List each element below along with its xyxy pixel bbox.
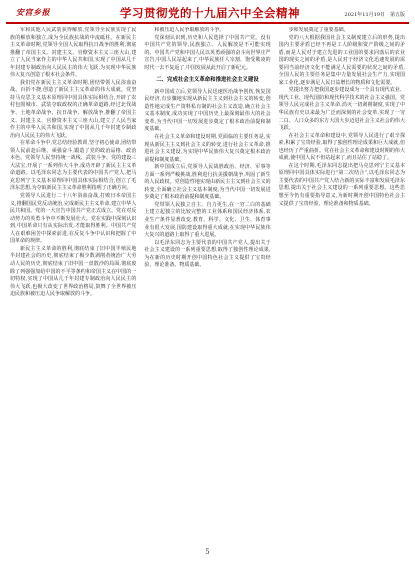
paragraph: 党带领人民独立自主、自力更生,在一穷二白的基础上建立起独立的比较完整的工业体系和国民经济体系,农业生产条件显著改变,教育、科学、文化、卫生、体育事业有很大发展,国防建设取得重大成就,在实现中华民族伟大复兴的道路上取得了重大进展。 bbox=[144, 201, 271, 239]
page-number: 5 bbox=[205, 548, 210, 556]
paper-name: 安宫乡报 bbox=[16, 7, 50, 17]
paragraph: 新中国成立后,党领导人民战胜政治、经济、军事等方面一系列严峻挑战,胜利进行抗美援朝战争,巩固了新生的人民政权。党创造性地实现由新民主主义到社会主义的转变,全面确立社会主义基本制度,为当代中国一切发展进步奠定了根本政治前提和制度基础。 bbox=[144, 164, 271, 201]
paragraph: 在社会主义革命和建设中,党领导人民进行了艰辛探索,积累了宝贵经验,取得了独创性理论成果和巨大成就,但也经历了严重曲折。党在社会主义革命和建设时期的伟大成就,使中国人民不但站起来了,而且站住了站稳了。 bbox=[278, 132, 405, 162]
paragraph: 党领导人民进行二十八年浴血奋战,打败日本帝国主义,推翻国民党反动统治,完成新民主主义革命,建立中华人民共和国。党的一大宣告中国共产党正式成立。党在对反动势力的英勇斗争中不断发展壮大。党在实践中深刻认识到,中国革命只有从实际出发,才能取得胜利。中国共产党人在艰难困苦中探索前进,在反复斗争中认识和把握了中国革命的规律。 bbox=[10, 193, 137, 245]
column-1 bbox=[10, 27, 136, 542]
paragraph: 新民主主义革命的胜利,彻底结束了旧中国半殖民地半封建社会的历史,彻底结束了极少数剥削者统治广大劳动人民的历史,彻底结束了旧中国一盘散沙的局面,彻底废除了列强强加给中国的不平等条约和帝国主义在中国的一切特权,实现了中国从几千年封建专制政治向人民民主的伟大飞跃,也极大改变了世界政治格局,鼓舞了全世界被压迫民族和被压迫人民争取解放的斗争。 bbox=[10, 245, 137, 298]
paragraph: 军和其他人民武装获得解放,党领导全民族实现了民族的解放和独立,成为全民族抗战的中流砥柱。在新民主主义革命时期,党领导全国人民取得抗日战争的胜利,彻底推翻了帝国主义、封建主义、官僚资本主义三座大山,建立了人民当家作主的中华人民共和国,实现了中国从几千年封建专制政治向人民民主的伟大飞跃,为实现中华民族伟大复兴创造了根本社会条件。 bbox=[10, 27, 137, 79]
paragraph: 党的八大根据我国社会主义制度建立后的形势,提出国内主要矛盾已经不再是工人阶级和资产阶级之间的矛盾,而是人民对于建立先进的工业国的要求同落后的农业国的现实之间的矛盾,是人民对于经济文化迅速发展的需要同当前经济文化不能满足人民需要的状况之间的矛盾,全国人民的主要任务是集中力量发展社会生产力,实现国家工业化,逐步满足人民日益增长的物质和文化需要。 bbox=[278, 34, 405, 86]
paragraph: 新中国成立后,党领导人民迅速医治战争创伤,恢复国民经济,有步骤地实现从新民主主义到社会主义的转变,创造性地完成生产资料私有制的社会主义改造,确立社会主义基本制度,成功实现了中国历史上最深刻最伟大的社会变革,为当代中国一切发展进步奠定了根本政治前提和制度基础。 bbox=[144, 88, 271, 133]
section-heading: 二、完成社会主义革命和推进社会主义建设 bbox=[156, 77, 259, 84]
column-3 bbox=[279, 27, 405, 542]
column-2 bbox=[144, 27, 270, 542]
article-body bbox=[10, 27, 405, 542]
date-and-edition: 2021年11月19日 第五版 bbox=[344, 12, 405, 18]
page-headline: 学习贯彻党的十九届六中全会精神 bbox=[120, 6, 300, 20]
masthead-rule bbox=[6, 22, 409, 24]
paragraph: 在革命斗争中,党总结经验教训,坚守初心使命,团结带领人民前赴后继、顽强奋斗,锻造了党的政治品格、政治本色。党领导人民坚持统一战线、武装斗争、党的建设三大法宝,开展了一系列伟大斗争,成功开辟了新民主主义革命道路。以毛泽东同志为主要代表的中国共产党人,把马克思列宁主义基本原理同中国具体实际相结合,创立了毛泽东思想,为夺取新民主主义革命胜利指明了正确方向。 bbox=[10, 140, 137, 192]
paragraph: 党提出努力把我国逐步建设成为一个具有现代农业、现代工业、现代国防和现代科学技术的社会主义强国。党领导人民完成社会主义革命,消灭一切剥削制度,实现了中华民族有史以来最为广泛而深刻的社会变革,实现了一穷二白、人口众多的东方大国大步迈进社会主义社会的伟大飞跃。 bbox=[278, 87, 405, 132]
paragraph: 在这个时期,毛泽东同志提出把马克思列宁主义基本原理同中国具体实际进行“第二次结合”,以毛泽东同志为主要代表的中国共产党人结合新的实际丰富和发展毛泽东思想,提出关于社会主义建设的一系列重要思想。这些思想至今仍有重要指导意义,为新时期开创中国特色社会主义提供了宝贵经验、理论准备和物质基础。 bbox=[278, 162, 405, 207]
paragraph: 以毛泽东同志为主要代表的中国共产党人,提出关于社会主义建设的一系列重要思想,取得了独创性理论成果,为在新的历史时期开创中国特色社会主义提供了宝贵经验、理论准备、物质基础。 bbox=[144, 239, 271, 269]
paragraph: 步和发展奠定了重要基础。 bbox=[288, 27, 349, 33]
paragraph: 和被压迫人民争取解放的斗争。 bbox=[154, 27, 225, 33]
masthead bbox=[6, 5, 409, 21]
paragraph: 党深刻认识到,历史和人民选择了中国共产党。没有中国共产党的领导,民族独立、人民解放是不可能实现的。中国共产党和中国人民以英勇顽强的奋斗向世界庄严宣告,中国人民站起来了,中华民族任人宰割、饱受欺凌的时代一去不复返了,中国发展从此开启了新纪元。 bbox=[144, 34, 271, 71]
paragraph: 我们党在新民主主义革命时期,团结带领人民浴血奋战、百折不挠,创造了新民主主义革命的伟大成就。党坚持马克思主义基本原理同中国具体实际相结合,开辟了农村包围城市、武装夺取政权的正确革命道路,经过北伐战争、土地革命战争、抗日战争、解放战争,推翻了帝国主义、封建主义、官僚资本主义三座大山,建立了人民当家作主的中华人民共和国,实现了中国从几千年封建专制政治向人民民主的伟大飞跃。 bbox=[10, 79, 137, 139]
paragraph: 在社会主义革命和建设时期,党面临的主要任务是,实现从新民主主义到社会主义的转变,进行社会主义革命,推进社会主义建设,为实现中华民族伟大复兴奠定根本政治前提和制度基础。 bbox=[144, 133, 271, 163]
